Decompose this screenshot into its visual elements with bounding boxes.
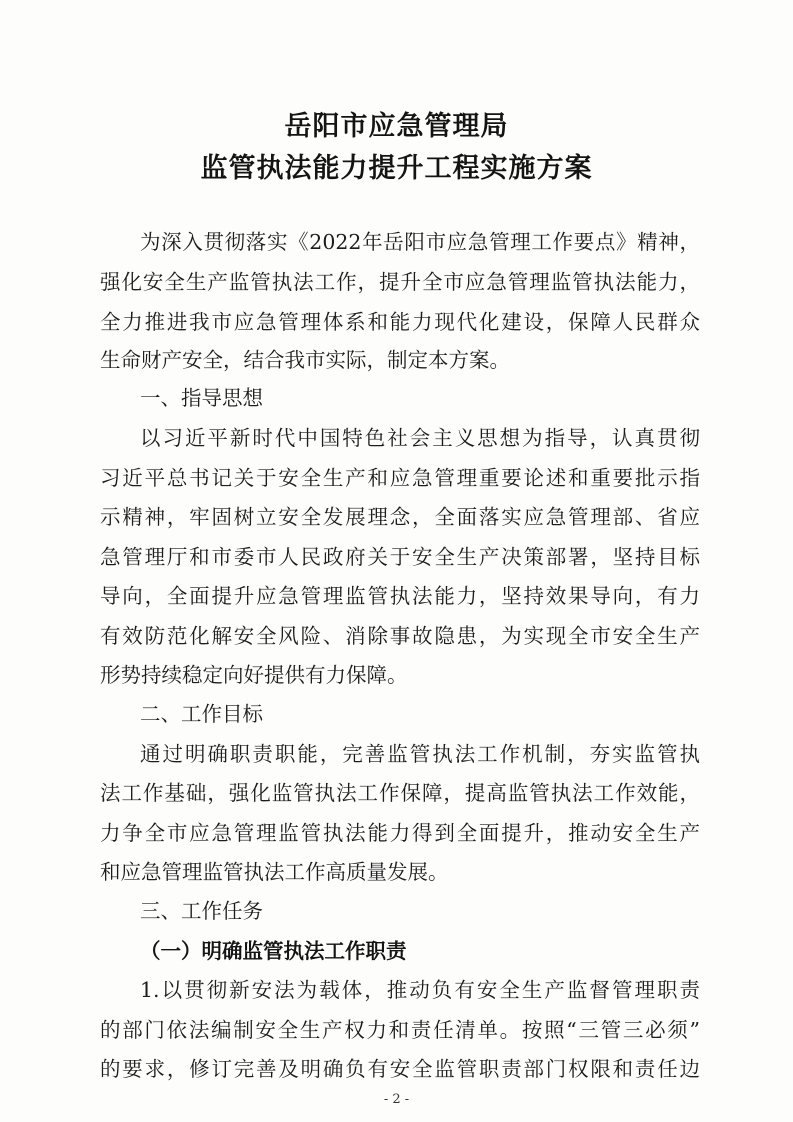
paragraph-line: 习近平总书记关于安全生产和应急管理重要论述和重要批示指 xyxy=(100,466,700,490)
section-heading-work-goals: 二、工作目标 xyxy=(140,702,263,726)
section-heading-work-tasks: 三、工作任务 xyxy=(140,899,263,923)
intro-line: 为深入贯彻落实《2022年岳阳市应急管理工作要点》精神， xyxy=(140,230,700,254)
paragraph-line: 法工作基础，强化监管执法工作保障，提高监管执法工作效能， xyxy=(100,781,700,805)
paragraph-line: 的部门依法编制安全生产权力和责任清单。按照“三管三必须” xyxy=(100,1018,700,1042)
paragraph-line: 示精神，牢固树立安全发展理念，全面落实应急管理部、省应 xyxy=(100,505,700,529)
document-title-line-2: 监管执法能力提升工程实施方案 xyxy=(200,153,593,184)
paragraph-line: 和应急管理监管执法工作高质量发展。 xyxy=(100,860,449,884)
paragraph-line: 通过明确职责职能，完善监管执法工作机制，夯实监管执 xyxy=(140,742,700,766)
paragraph-line: 急管理厅和市委市人民政府关于安全生产决策部署，坚持目标 xyxy=(100,545,700,569)
paragraph-line: 有效防范化解安全风险、消除事故隐患，为实现全市安全生产 xyxy=(100,624,700,648)
paragraph-line: 1.以贯彻新安法为载体，推动负有安全生产监督管理职责 xyxy=(140,978,700,1002)
paragraph-line: 形势持续稳定向好提供有力保障。 xyxy=(100,663,408,687)
subsection-heading: （一）明确监管执法工作职责 xyxy=(140,939,407,963)
intro-line: 全力推进我市应急管理体系和能力现代化建设，保障人民群众 xyxy=(100,310,700,334)
document-title-line-1: 岳阳市应急管理局 xyxy=(284,111,509,142)
paragraph-line: 导向，全面提升应急管理监管执法能力，坚持效果导向，有力 xyxy=(100,584,700,608)
intro-line: 强化安全生产监管执法工作，提升全市应急管理监管执法能力， xyxy=(100,270,700,294)
page-number: - 2 - xyxy=(383,1092,410,1107)
paragraph-line: 的要求，修订完善及明确负有安全监管职责部门权限和责任边 xyxy=(100,1057,700,1081)
intro-line: 生命财产安全，结合我市实际，制定本方案。 xyxy=(100,348,510,372)
section-heading-guiding-ideology: 一、指导思想 xyxy=(140,386,263,410)
paragraph-line: 以习近平新时代中国特色社会主义思想为指导，认真贯彻 xyxy=(140,426,700,450)
paragraph-line: 力争全市应急管理监管执法能力得到全面提升，推动安全生产 xyxy=(100,821,700,845)
